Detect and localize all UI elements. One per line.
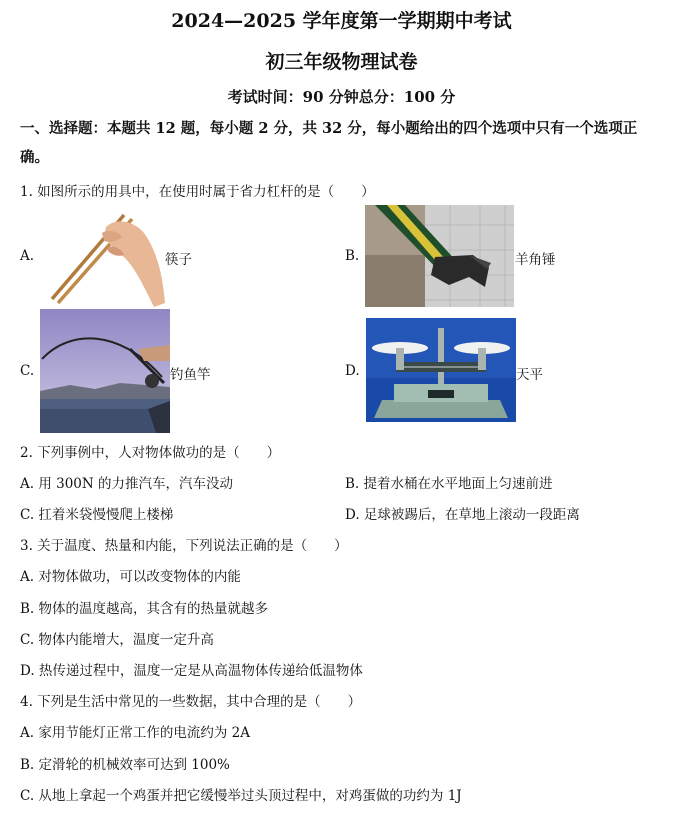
q4-option-a: A. 家用节能灯正常工作的电流约为 2A [20, 725, 250, 741]
q1-option-b-letter: B. [345, 248, 360, 264]
q2-option-c: C. 扛着米袋慢慢爬上楼梯 [20, 507, 174, 523]
q2-option-a: A. 用 300N 的力推汽车，汽车没动 [20, 476, 233, 492]
exam-title: 2024—2025 学年度第一学期期中考试 [171, 10, 512, 32]
q1-option-a-label: 筷子 [165, 252, 192, 268]
q3-option-b: B. 物体的温度越高，其含有的热量就越多 [20, 601, 269, 617]
q1-option-d-letter: D. [345, 363, 360, 379]
exam-subtitle: 初三年级物理试卷 [265, 51, 418, 73]
exam-info: 考试时间：90 分钟总分：100 分 [227, 88, 456, 106]
question-1-stem: 1. 如图所示的用具中，在使用时属于省力杠杆的是（ ） [20, 184, 375, 200]
claw-hammer-image [365, 205, 514, 307]
question-4-stem: 4. 下列是生活中常见的一些数据，其中合理的是（ ） [20, 694, 362, 710]
q4-option-c: C. 从地上拿起一个鸡蛋并把它缓慢举过头顶过程中，对鸡蛋做的功约为 1J [20, 788, 462, 804]
q3-option-c: C. 物体内能增大，温度一定升高 [20, 632, 214, 648]
q3-option-d: D. 热传递过程中，温度一定是从高温物体传递给低温物体 [20, 663, 363, 679]
section-heading-line1: 一、选择题：本题共 12 题，每小题 2 分，共 32 分，每小题给出的四个选项中只有一个选项正 [20, 120, 638, 137]
q1-option-c-letter: C. [20, 363, 35, 379]
q1-option-a-letter: A. [20, 248, 35, 264]
chopsticks-image [44, 207, 166, 307]
question-2-stem: 2. 下列事例中，人对物体做功的是（ ） [20, 445, 281, 461]
q3-option-a: A. 对物体做功，可以改变物体的内能 [20, 569, 241, 585]
q1-option-c-label: 钓鱼竿 [170, 367, 211, 383]
balance-scale-image [366, 318, 516, 422]
q1-option-b-label: 羊角锤 [515, 252, 556, 268]
fishing-rod-image [40, 309, 170, 433]
q2-option-d: D. 足球被踢后，在草地上滚动一段距离 [345, 507, 580, 523]
q4-option-b: B. 定滑轮的机械效率可达到 100% [20, 757, 230, 773]
q1-option-d-label: 天平 [516, 367, 543, 383]
q2-option-b: B. 提着水桶在水平地面上匀速前进 [345, 476, 553, 492]
question-3-stem: 3. 关于温度、热量和内能，下列说法正确的是（ ） [20, 538, 348, 554]
section-heading-line2: 确。 [20, 149, 49, 166]
